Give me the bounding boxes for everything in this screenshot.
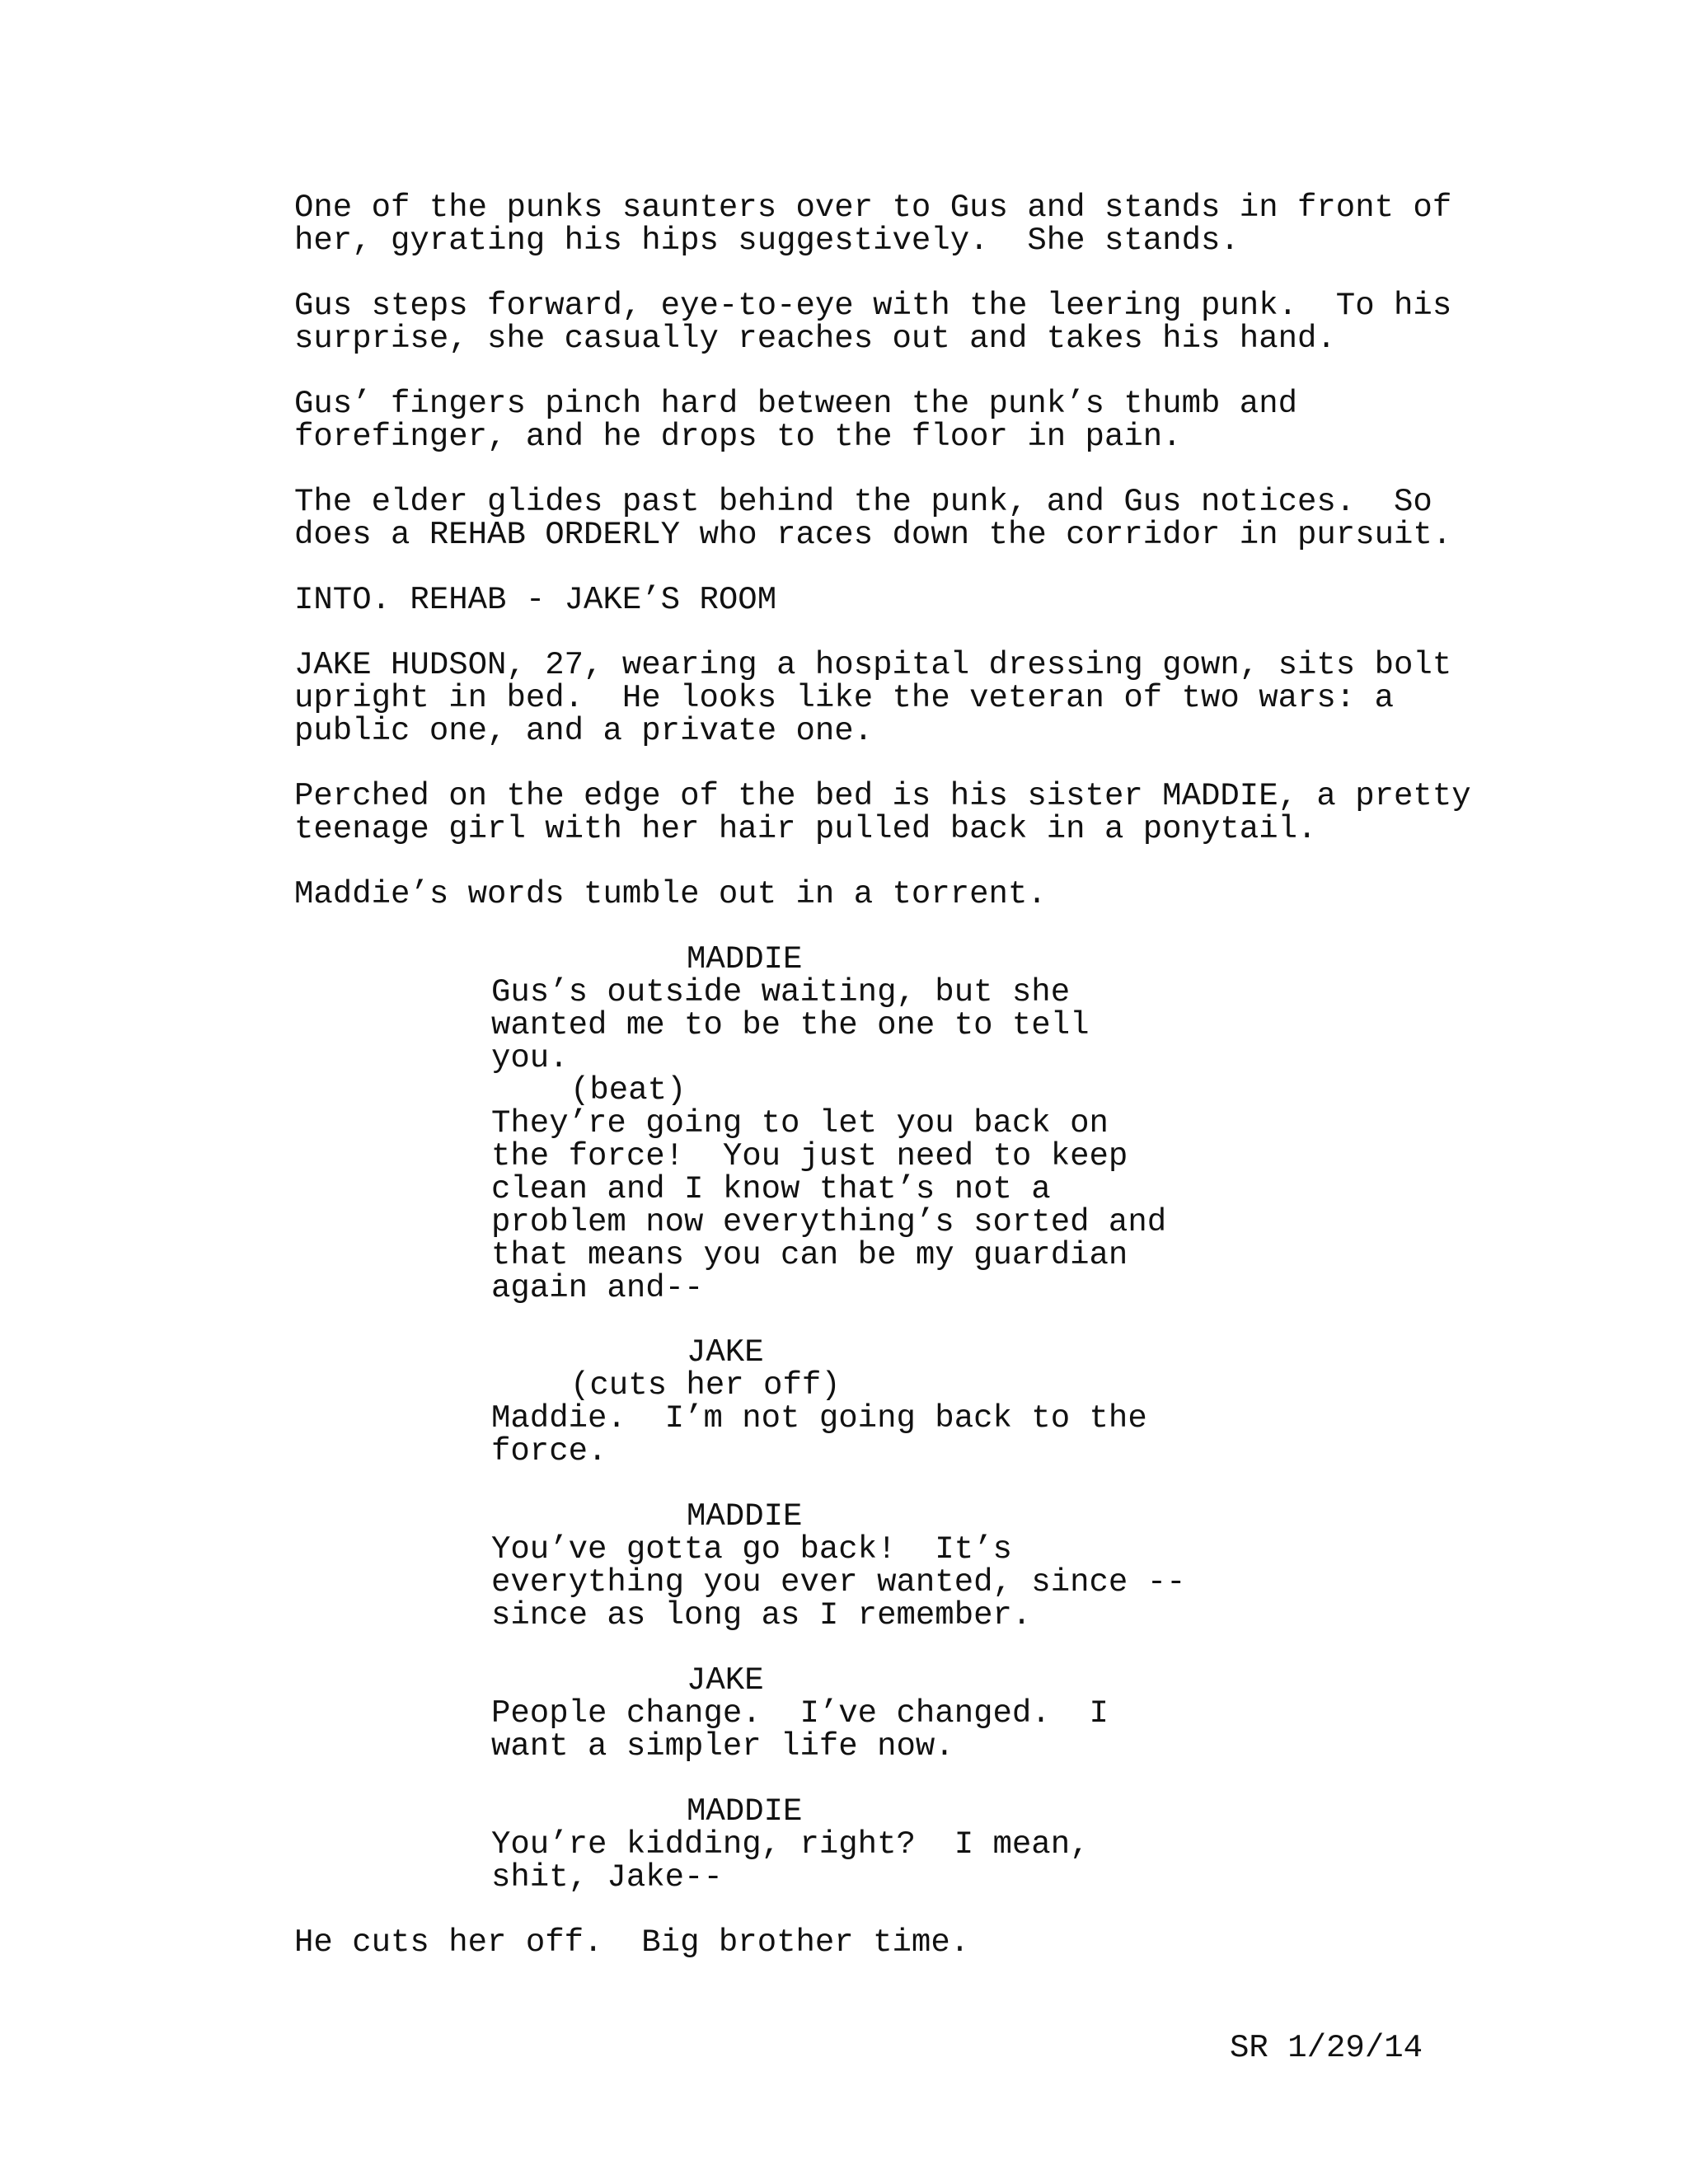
parenthetical-cuts-her-off: (cuts her off) <box>570 1367 841 1404</box>
action-perched: Perched on the edge of the bed is his sister MADDIE, a pretty teenage girl with her hair pulled back in a ponytail. <box>294 778 1471 847</box>
dialogue-maddie-3: You’ve gotta go back! It’s everything you ever wanted, since -- since as long as I remember. <box>491 1531 1186 1633</box>
dialogue-jake-2: People change. I’ve changed. I want a simpler life now. <box>491 1695 1109 1765</box>
revision-footer: SR 1/29/14 <box>1230 2030 1423 2066</box>
dialogue-maddie-2: They’re going to let you back on the force! You just need to keep clean and I know that’s not a problem now everything’s sorted and that means you can be my guardian again and-- <box>491 1105 1167 1306</box>
character-name-maddie: MADDIE <box>687 1498 803 1535</box>
action-gus-fingers: Gus’ fingers pinch hard between the punk’s thumb and forefinger, and he drops to the floor in pain. <box>294 386 1297 455</box>
scene-heading: INTO. REHAB - JAKE’S ROOM <box>294 582 777 618</box>
action-elder-glides: The elder glides past behind the punk, and Gus notices. So does a REHAB ORDERLY who races down the corridor in pursuit. <box>294 484 1452 553</box>
parenthetical-beat: (beat) <box>570 1072 687 1108</box>
character-name-maddie: MADDIE <box>687 941 803 977</box>
character-name-jake: JAKE <box>687 1334 764 1371</box>
character-name-jake: JAKE <box>687 1662 764 1699</box>
dialogue-jake-1: Maddie. I’m not going back to the force. <box>491 1400 1147 1469</box>
character-name-maddie: MADDIE <box>687 1793 803 1830</box>
action-punk-saunters: One of the punks saunters over to Gus and stands in front of her, gyrating his hips suggestively. She stands. <box>294 190 1452 259</box>
action-maddies-words: Maddie’s words tumble out in a torrent. <box>294 876 1047 912</box>
dialogue-maddie-4: You’re kidding, right? I mean, shit, Jake-- <box>491 1826 1090 1896</box>
action-gus-steps-forward: Gus steps forward, eye-to-eye with the leering punk. To his surprise, she casually reaches out and takes his hand. <box>294 288 1452 357</box>
action-big-brother: He cuts her off. Big brother time. <box>294 1924 970 1961</box>
action-jake-hudson: JAKE HUDSON, 27, wearing a hospital dressing gown, sits bolt upright in bed. He looks like the veteran of two wars: a public one, and a private one. <box>294 647 1452 749</box>
dialogue-maddie-1: Gus’s outside waiting, but she wanted me to be the one to tell you. <box>491 974 1090 1076</box>
